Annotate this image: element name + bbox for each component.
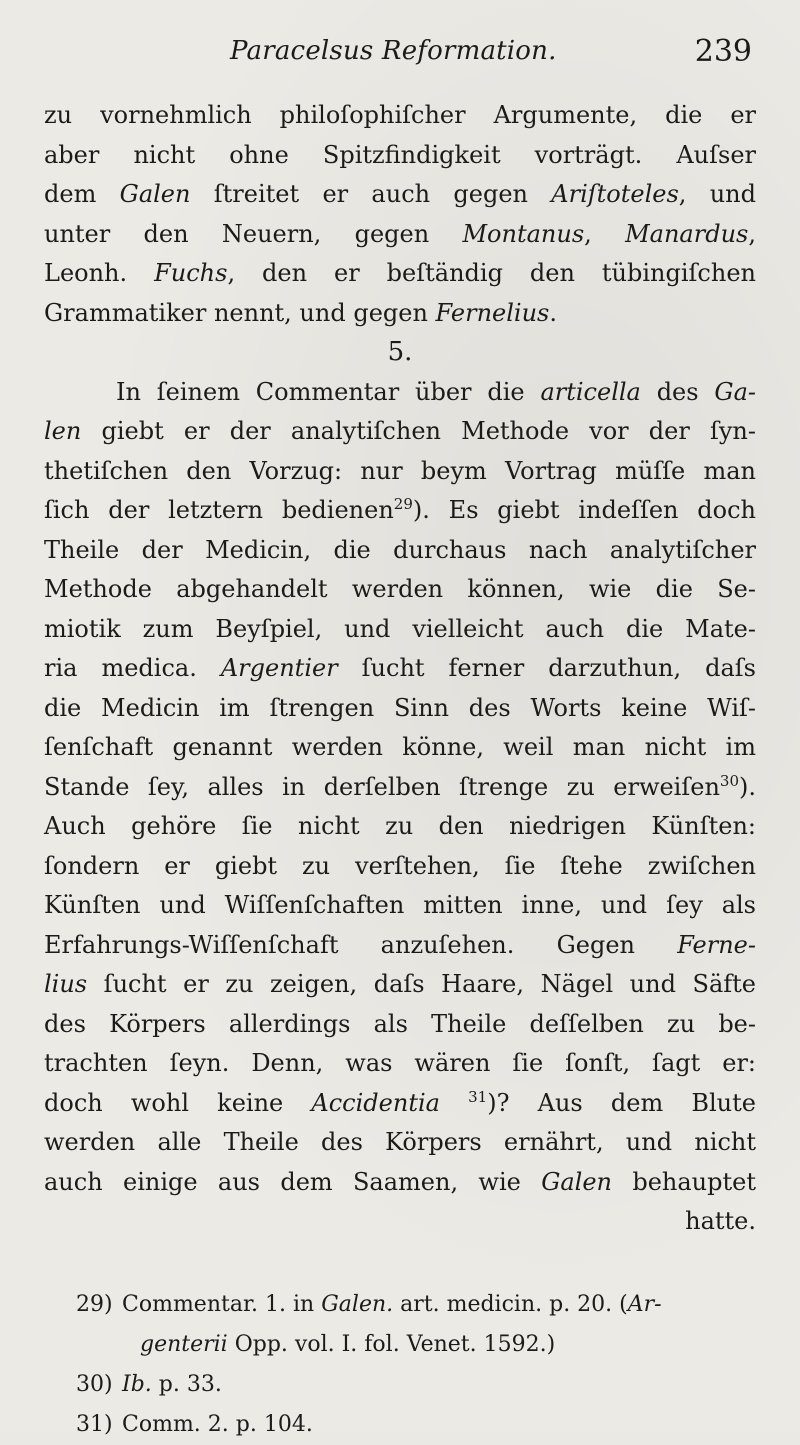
footnotes	[76, 1285, 756, 1445]
footnote-number: 29)	[76, 1292, 113, 1317]
italic-text: Ga-	[714, 377, 757, 406]
italic-text: lius	[44, 970, 88, 998]
text-line: trachten ſeyn. Denn, was wären ſie ſonſt, ſagt er:	[44, 1049, 756, 1077]
text-line: auch einige aus dem Saamen, wie Galen behauptet	[44, 1167, 756, 1196]
footnote-number: 31)	[76, 1412, 113, 1437]
text-line: die Medicin im ſtrengen Sinn des Worts keine Wiſ-	[44, 693, 756, 722]
footnote	[76, 1325, 756, 1365]
italic-text: Montanus	[462, 219, 585, 248]
footnote-text: Commentar. 1. in Galen. art. medicin. p. 20. (Ar-	[122, 1292, 662, 1317]
italic-text: Ariſtoteles	[551, 180, 679, 208]
footnote-text: Ib. p. 33.	[122, 1372, 222, 1397]
italic-text: genterii	[140, 1332, 228, 1357]
text-line: Auch gehöre ſie nicht zu den niedrigen Künſten:	[44, 812, 756, 840]
footnote-ref: 31	[468, 1087, 488, 1106]
italic-text: Argentier	[220, 654, 338, 682]
text-line: lius ſucht er zu zeigen, daſs Haare, Nägel und Säfte	[44, 970, 756, 998]
text-line: hatte.	[685, 1207, 756, 1235]
footnote-ref: 29	[393, 495, 413, 513]
text-line: doch wohl keine Accidentia $^{31}$)? Aus dem Blute	[44, 1087, 756, 1117]
text-line: aber nicht ohne Spitzfindigkeit vorträgt. Auſser	[44, 140, 756, 169]
text-line: ſich der letztern bedienen$^{29}$). Es giebt indeſſen doch	[44, 495, 756, 524]
running-title: Paracelsus Reformation.	[230, 36, 557, 66]
page-number: 239	[694, 34, 752, 69]
text-line: des Körpers allerdings als Theile deſſelben zu be-	[44, 1009, 756, 1038]
text-line: ſenſchaft genannt werden könne, weil man nicht im	[44, 733, 756, 761]
footnote-ref: 30	[719, 771, 739, 790]
section-number: 5.	[387, 337, 413, 367]
italic-text: Ib.	[122, 1372, 152, 1397]
italic-text: len	[44, 417, 82, 445]
text-line: dem Galen ſtreitet er auch gegen Ariſtoteles, und	[44, 180, 757, 208]
text-line: Leonh. Fuchs, den er beſtändig den tübingiſchen	[44, 259, 756, 287]
italic-text: Ar-	[627, 1292, 662, 1317]
italic-text: Galen	[119, 180, 191, 208]
text-line: ria medica. Argentier ſucht ferner darzuthun, daſs	[44, 654, 757, 682]
text-line: Methode abgehandelt werden können, wie die Se-	[44, 575, 756, 603]
italic-text: Accidentia	[311, 1088, 440, 1117]
text-line: Künſten und Wiſſenſchaften mitten inne, und ſey als	[44, 891, 756, 919]
footnote	[76, 1365, 756, 1405]
text-line: zu vornehmlich philoſophiſcher Argumente, die er	[44, 101, 756, 129]
text-line: ſondern er giebt zu verſtehen, ſie ſtehe zwiſchen	[44, 851, 756, 880]
italic-text: Fuchs	[154, 259, 228, 287]
italic-text: Manardus	[625, 219, 749, 248]
paragraph-2	[44, 373, 756, 1242]
page-body	[44, 96, 756, 1242]
italic-text: Galen	[541, 1167, 613, 1196]
text-line: Stande ſey, alles in derſelben ſtrenge zu erweiſen$^{30}$).	[44, 771, 756, 801]
italic-text: Ferne-	[677, 930, 756, 959]
footnote-text: genterii Opp. vol. I. fol. Venet. 1592.)	[140, 1332, 556, 1357]
text-line: Theile der Medicin, die durchaus nach analytiſcher	[44, 535, 756, 564]
text-line: len giebt er der analytiſchen Methode vor der ſyn-	[44, 417, 756, 445]
text-line: miotik zum Beyſpiel, und vielleicht auch die Mate-	[44, 614, 756, 643]
footnote-number: 30)	[76, 1372, 113, 1397]
footnote	[76, 1285, 756, 1325]
page-header	[40, 34, 760, 74]
italic-text: articella	[540, 377, 641, 406]
text-line: werden alle Theile des Körpers ernährt, und nicht	[44, 1128, 756, 1156]
footnote	[76, 1405, 756, 1445]
footnote-text: Comm. 2. p. 104.	[122, 1412, 313, 1437]
italic-text: Fernelius	[435, 298, 550, 327]
text-line: Grammatiker nennt, und gegen Fernelius.	[44, 298, 557, 327]
text-line: Erfahrungs-Wiſſenſchaft anzuſehen. Gegen Ferne-	[44, 930, 756, 959]
italic-text: Galen.	[321, 1292, 394, 1317]
paragraph-1	[44, 96, 756, 333]
text-line: unter den Neuern, gegen Montanus, Manardus,	[44, 219, 756, 248]
text-line: In ſeinem Commentar über die articella des Ga-	[116, 377, 757, 406]
text-line: thetiſchen den Vorzug: nur beym Vortrag müſſe man	[44, 456, 756, 485]
